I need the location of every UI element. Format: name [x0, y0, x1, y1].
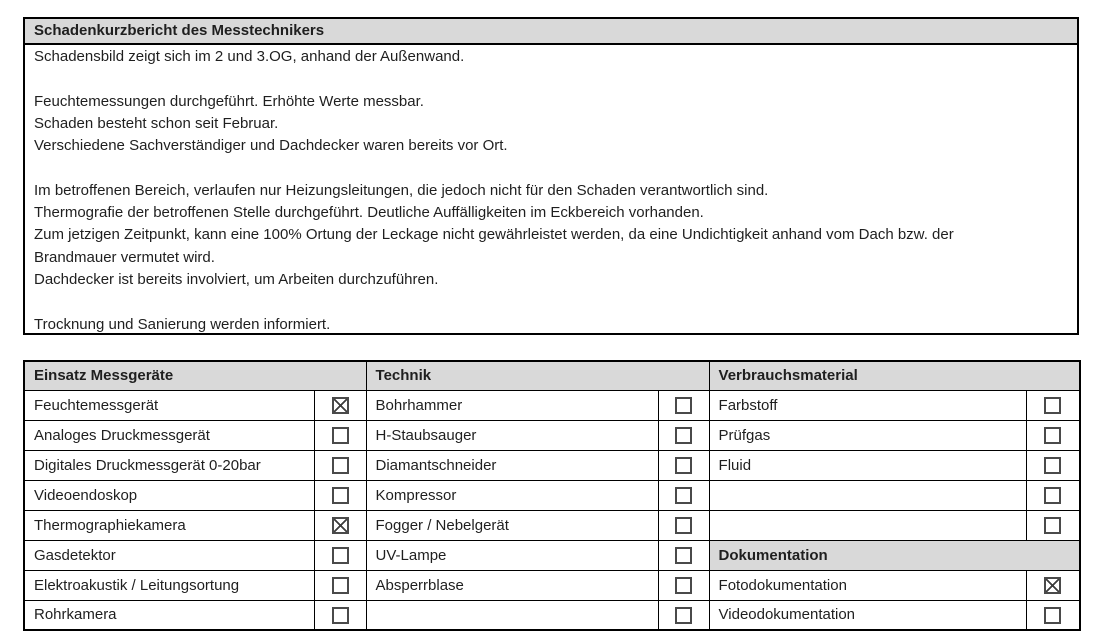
- table-row: [24, 420, 1080, 450]
- item-label-elektroakustik-leitungsortung: Elektroakustik / Leitungsortung: [24, 570, 314, 600]
- report-line: Verschiedene Sachverständiger und Dachdecker waren bereits vor Ort.: [34, 137, 508, 155]
- checkbox-cell-c1-r8: [314, 600, 366, 630]
- item-label-fotodokumentation: Fotodokumentation: [709, 570, 1026, 600]
- item-label-pr-fgas: Prüfgas: [709, 420, 1026, 450]
- report-line: Zum jetzigen Zeitpunkt, kann eine 100% Ortung der Leckage nicht gewährleistet werden, da eine Undichtigkeit anhand vom Dach bzw. der: [34, 226, 954, 244]
- checkbox-cell-c2-r4: [658, 480, 709, 510]
- item-label-farbstoff: Farbstoff: [709, 390, 1026, 420]
- report-body: [25, 45, 1077, 336]
- checkbox-cell-c1-r3: [314, 450, 366, 480]
- report-box-title: Schadenkurzbericht des Messtechnikers: [25, 19, 1077, 45]
- report-line: Brandmauer vermutet wird.: [34, 248, 215, 266]
- table-row: [24, 480, 1080, 510]
- checkbox-farbstoff[interactable]: [1044, 397, 1061, 414]
- checkbox-c3-r4[interactable]: [1044, 487, 1061, 504]
- item-label-thermographiekamera: Thermographiekamera: [24, 510, 314, 540]
- checkbox-cell-c3-r8: [1026, 600, 1080, 630]
- checkbox-cell-c2-r5: [658, 510, 709, 540]
- checkbox-cell-c1-r7: [314, 570, 366, 600]
- item-label-absperrblase: Absperrblase: [366, 570, 658, 600]
- checkbox-cell-c3-r7: [1026, 570, 1080, 600]
- report-line: Im betroffenen Bereich, verlaufen nur Heizungsleitungen, die jedoch nicht für den Schaden verantwortlich sind.: [34, 181, 769, 199]
- column-header-technik: Technik: [366, 361, 709, 390]
- checkbox-c2-r8[interactable]: [675, 607, 692, 624]
- checkbox-kompressor[interactable]: [675, 487, 692, 504]
- item-label-diamantschneider: Diamantschneider: [366, 450, 658, 480]
- report-line: Schadensbild zeigt sich im 2 und 3.OG, anhand der Außenwand.: [34, 48, 465, 65]
- checkbox-elektroakustik-leitungsortung[interactable]: [332, 577, 349, 594]
- table-row: [24, 540, 1080, 570]
- column-header-verbrauchsmaterial: Verbrauchsmaterial: [709, 361, 1080, 390]
- checkbox-digitales-druckmessger-t-0-20bar[interactable]: [332, 457, 349, 474]
- checkbox-fluid[interactable]: [1044, 457, 1061, 474]
- checkbox-cell-c3-r2: [1026, 420, 1080, 450]
- checkbox-cell-c3-r5: [1026, 510, 1080, 540]
- checkbox-c3-r5[interactable]: [1044, 517, 1061, 534]
- checkbox-rohrkamera[interactable]: [332, 607, 349, 624]
- checkbox-analoges-druckmessger-t[interactable]: [332, 427, 349, 444]
- checkbox-cell-c2-r7: [658, 570, 709, 600]
- item-label-empty-c3-r4: [709, 480, 1026, 510]
- equipment-table-body: [24, 390, 1080, 630]
- checkbox-videoendoskop[interactable]: [332, 487, 349, 504]
- report-line: [34, 291, 1077, 313]
- checkbox-cell-c1-r5: [314, 510, 366, 540]
- checkbox-thermographiekamera[interactable]: [332, 517, 349, 534]
- checkbox-cell-c1-r4: [314, 480, 366, 510]
- table-row: [24, 510, 1080, 540]
- checkbox-cell-c3-r4: [1026, 480, 1080, 510]
- report-line: Schaden besteht schon seit Februar.: [34, 114, 279, 132]
- item-label-uv-lampe: UV-Lampe: [366, 540, 658, 570]
- item-label-fogger-nebelger-t: Fogger / Nebelgerät: [366, 510, 658, 540]
- checkbox-fogger-nebelger-t[interactable]: [675, 517, 692, 534]
- item-label-digitales-druckmessger-t-0-20bar: Digitales Druckmessgerät 0-20bar: [24, 450, 314, 480]
- item-label-bohrhammer: Bohrhammer: [366, 390, 658, 420]
- report-line: Dachdecker ist bereits involviert, um Arbeiten durchzuführen.: [34, 270, 439, 288]
- checkbox-cell-c2-r6: [658, 540, 709, 570]
- report-line: Thermografie der betroffenen Stelle durchgeführt. Deutliche Auffälligkeiten im Eckbereich vorhanden.: [34, 204, 704, 222]
- checkbox-fotodokumentation[interactable]: [1044, 577, 1061, 594]
- checkbox-cell-c3-r1: [1026, 390, 1080, 420]
- table-header-row: [24, 361, 1080, 390]
- item-label-feuchtemessger-t: Feuchtemessgerät: [24, 390, 314, 420]
- item-label-videoendoskop: Videoendoskop: [24, 480, 314, 510]
- item-label-videodokumentation: Videodokumentation: [709, 600, 1026, 630]
- report-box: [23, 17, 1079, 335]
- checkbox-cell-c1-r2: [314, 420, 366, 450]
- report-line: Trocknung und Sanierung werden informiert.: [34, 315, 331, 333]
- checkbox-gasdetektor[interactable]: [332, 547, 349, 564]
- checkbox-pr-fgas[interactable]: [1044, 427, 1061, 444]
- checkbox-cell-c1-r6: [314, 540, 366, 570]
- column-header-einsatz-messgeraete: Einsatz Messgeräte: [24, 361, 366, 390]
- item-label-kompressor: Kompressor: [366, 480, 658, 510]
- checkbox-h-staubsauger[interactable]: [675, 427, 692, 444]
- checkbox-feuchtemessger-t[interactable]: [332, 397, 349, 414]
- checkbox-cell-c2-r1: [658, 390, 709, 420]
- report-line: [34, 157, 1077, 179]
- table-row: [24, 450, 1080, 480]
- item-label-empty-c3-r5: [709, 510, 1026, 540]
- checkbox-diamantschneider[interactable]: [675, 457, 692, 474]
- checkbox-uv-lampe[interactable]: [675, 547, 692, 564]
- item-label-gasdetektor: Gasdetektor: [24, 540, 314, 570]
- checkbox-cell-c2-r2: [658, 420, 709, 450]
- section-header-dokumentation: Dokumentation: [709, 540, 1080, 570]
- table-row: [24, 390, 1080, 420]
- equipment-table: [23, 360, 1081, 631]
- checkbox-cell-c1-r1: [314, 390, 366, 420]
- checkbox-videodokumentation[interactable]: [1044, 607, 1061, 624]
- checkbox-cell-c2-r3: [658, 450, 709, 480]
- table-row: [24, 600, 1080, 630]
- item-label-fluid: Fluid: [709, 450, 1026, 480]
- item-label-empty-c2-r8: [366, 600, 658, 630]
- table-row: [24, 570, 1080, 600]
- item-label-analoges-druckmessger-t: Analoges Druckmessgerät: [24, 420, 314, 450]
- checkbox-bohrhammer[interactable]: [675, 397, 692, 414]
- checkbox-cell-c2-r8: [658, 600, 709, 630]
- item-label-rohrkamera: Rohrkamera: [24, 600, 314, 630]
- checkbox-cell-c3-r3: [1026, 450, 1080, 480]
- checkbox-absperrblase[interactable]: [675, 577, 692, 594]
- report-line: Feuchtemessungen durchgeführt. Erhöhte Werte messbar.: [34, 92, 424, 110]
- item-label-h-staubsauger: H-Staubsauger: [366, 420, 658, 450]
- report-line: [34, 68, 1077, 90]
